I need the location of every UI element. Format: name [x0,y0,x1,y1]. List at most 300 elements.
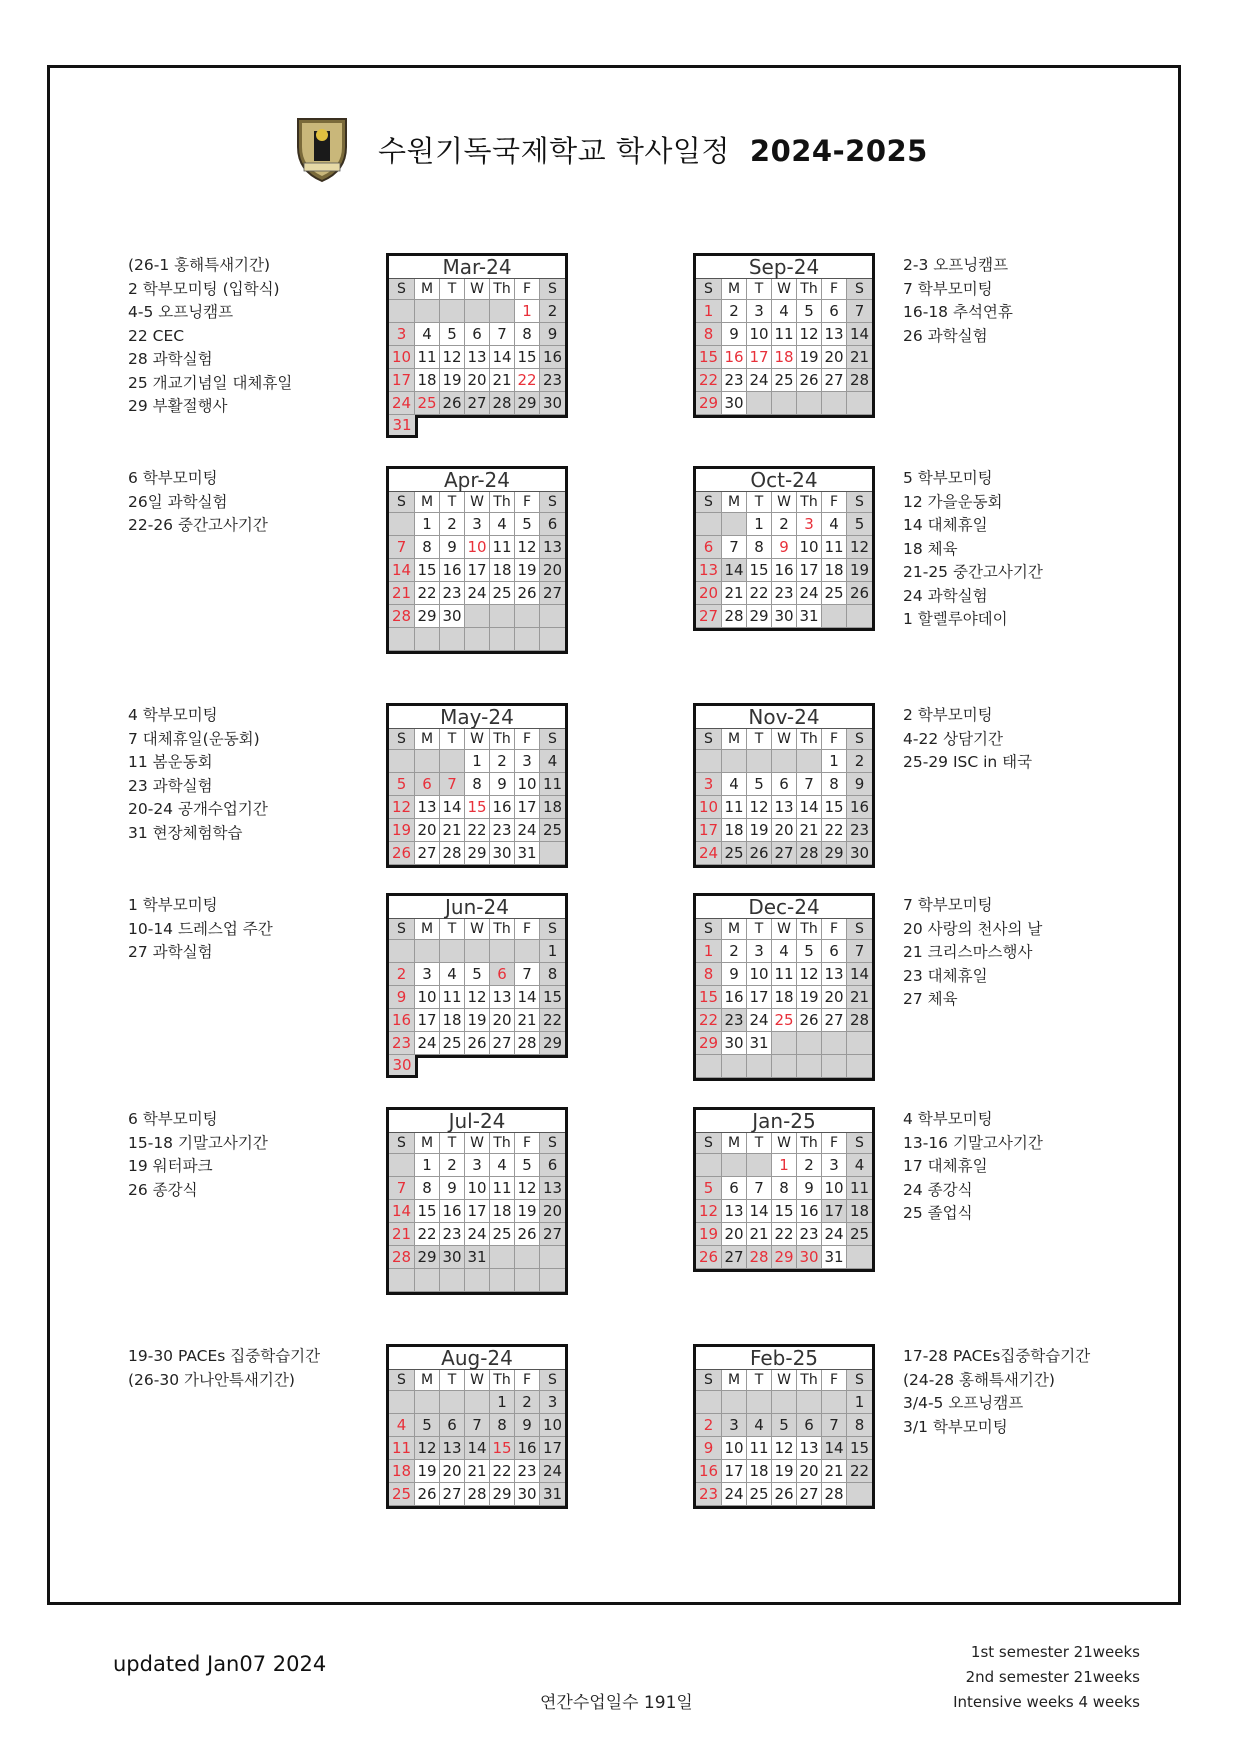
week-row [696,1483,872,1506]
day-cell: 28 [722,605,747,628]
empty-day-cell [515,1269,540,1292]
note-item: 2-3 오프닝캠프 [903,256,1009,274]
day-cell: 22 [747,582,772,605]
empty-day-cell [415,628,440,651]
week-row [389,323,565,346]
empty-day-cell [797,750,822,773]
empty-day-cell [847,1055,872,1078]
day-cell: 7 [822,1414,847,1437]
week-row [696,1200,872,1223]
weekday-label: Th [490,1133,515,1154]
day-cell: 3 [415,963,440,986]
day-cell: 26 [440,392,465,415]
week-row [696,819,872,842]
empty-day-cell [722,1154,747,1177]
week-row [696,300,872,323]
week-row [389,582,565,605]
note-item: 20 사랑의 천사의 날 [903,919,1043,938]
day-cell: 21 [515,1009,540,1032]
day-cell: 31 [389,415,415,435]
day-cell: 30 [847,842,872,865]
weekday-label: Th [490,919,515,940]
day-cell: 6 [490,963,515,986]
weekday-label: T [440,729,465,750]
weekday-header-row [696,492,872,513]
note-item: (26-1 홍해특새기간) [128,256,271,274]
day-cell: 20 [797,1460,822,1483]
day-cell: 28 [490,392,515,415]
day-cell: 18 [772,986,797,1009]
week-row [389,392,565,415]
weekday-label: M [415,1133,440,1154]
day-cell: 14 [465,1437,490,1460]
note-item: 6 학부모미팅 [128,469,218,487]
day-cell: 13 [696,559,722,582]
calendar-sep-24 [693,253,875,418]
empty-day-cell [465,940,490,963]
weekday-label: M [415,279,440,300]
week-row [389,346,565,369]
day-cell: 12 [847,536,872,559]
day-cell: 22 [822,819,847,842]
calendar-overflow-day [386,1055,418,1078]
empty-day-cell [515,605,540,628]
day-cell: 8 [515,323,540,346]
week-row [696,605,872,628]
empty-day-cell [722,1391,747,1414]
day-cell: 31 [515,842,540,865]
weekday-label: S [540,1133,565,1154]
day-cell: 23 [696,1483,722,1506]
empty-day-cell [847,392,872,415]
day-cell: 27 [540,582,565,605]
weekday-header-row [389,919,565,940]
page-title [378,129,928,170]
weekday-label: Th [797,919,822,940]
empty-day-cell [490,1269,515,1292]
day-cell: 4 [440,963,465,986]
day-cell: 11 [415,346,440,369]
empty-day-cell [847,1483,872,1506]
day-cell: 16 [389,1009,415,1032]
calendar-month-title: Dec-24 [696,896,872,919]
day-cell: 20 [465,369,490,392]
day-cell: 16 [847,796,872,819]
day-cell: 25 [415,392,440,415]
day-cell: 27 [465,392,490,415]
day-cell: 6 [772,773,797,796]
day-cell: 20 [822,346,847,369]
day-cell: 13 [540,1177,565,1200]
weekday-header-row [389,1370,565,1391]
day-cell: 10 [465,1177,490,1200]
day-cell: 1 [515,300,540,323]
day-cell: 11 [389,1437,415,1460]
weekday-label: T [440,919,465,940]
day-cell: 18 [747,1460,772,1483]
calendar-notes-sep-24 [903,254,1013,348]
calendar-overflow-day [386,415,418,438]
week-row [696,1414,872,1437]
day-cell: 8 [415,536,440,559]
day-cell: 2 [847,750,872,773]
calendar-nov-24 [693,703,875,868]
weekday-label: S [389,279,415,300]
day-cell: 25 [772,1009,797,1032]
day-cell: 15 [772,1200,797,1223]
week-row [389,1391,565,1414]
week-row [389,1177,565,1200]
day-cell: 10 [822,1177,847,1200]
day-cell: 25 [822,582,847,605]
day-cell: 22 [772,1223,797,1246]
week-row [389,513,565,536]
day-cell: 28 [440,842,465,865]
day-cell: 26 [696,1246,722,1269]
note-item: 7 학부모미팅 [903,896,993,914]
empty-day-cell [490,300,515,323]
day-cell: 2 [515,1391,540,1414]
day-cell: 14 [822,1437,847,1460]
weekday-label: T [440,1370,465,1391]
day-cell: 30 [540,392,565,415]
empty-day-cell [847,1246,872,1269]
weekday-label: S [847,279,872,300]
weekday-label: T [747,729,772,750]
note-item: 27 체육 [903,990,958,1008]
day-cell: 19 [389,819,415,842]
day-cell: 12 [696,1200,722,1223]
day-cell: 29 [696,392,722,415]
day-cell: 25 [389,1483,415,1506]
week-row [696,940,872,963]
empty-day-cell [415,750,440,773]
day-cell: 24 [515,819,540,842]
day-cell: 4 [847,1154,872,1177]
calendar-month-title: Nov-24 [696,706,872,729]
day-cell: 16 [722,986,747,1009]
empty-day-cell [822,1055,847,1078]
day-cell: 7 [747,1177,772,1200]
day-cell: 22 [515,369,540,392]
day-cell: 1 [822,750,847,773]
week-row [696,1223,872,1246]
weekday-label: T [747,919,772,940]
calendar-mar-24 [386,253,568,418]
calendar-jun-24 [386,893,568,1058]
week-row [696,559,872,582]
day-cell: 7 [847,940,872,963]
day-cell: 4 [490,1154,515,1177]
day-cell: 5 [515,513,540,536]
note-item: 7 대체휴일(운동회) [128,729,260,748]
empty-day-cell [389,1154,415,1177]
empty-day-cell [515,940,540,963]
day-cell: 8 [540,963,565,986]
day-cell: 14 [722,559,747,582]
day-cell: 15 [822,796,847,819]
day-cell: 4 [822,513,847,536]
day-cell: 5 [747,773,772,796]
note-item: 19-30 PACEs 집중학습기간 [128,1347,321,1365]
day-cell: 15 [540,986,565,1009]
weekday-label: S [847,1133,872,1154]
week-row [389,1154,565,1177]
day-cell: 14 [440,796,465,819]
note-item: 28 과학실험 [128,350,213,368]
empty-day-cell [515,628,540,651]
day-cell: 6 [540,1154,565,1177]
weekday-label: T [747,1133,772,1154]
day-cell: 5 [415,1414,440,1437]
day-cell: 11 [440,986,465,1009]
day-cell: 16 [772,559,797,582]
day-cell: 28 [515,1032,540,1055]
weekday-label: S [389,1133,415,1154]
day-cell: 31 [465,1246,490,1269]
weekday-label: F [515,729,540,750]
note-item: 26일 과학실험 [128,492,228,511]
day-cell: 18 [722,819,747,842]
week-row [696,1437,872,1460]
week-row [389,940,565,963]
weekday-label: T [747,1370,772,1391]
day-cell: 4 [389,1414,415,1437]
annual-school-days: 연간수업일수 191일 [540,1693,693,1713]
note-item: 21 크리스마스행사 [903,943,1033,961]
weekday-label: S [540,279,565,300]
empty-day-cell [722,513,747,536]
day-cell: 9 [515,1414,540,1437]
weekday-label: W [772,492,797,513]
weekday-header-row [696,1370,872,1391]
day-cell: 22 [415,1223,440,1246]
day-cell: 25 [440,1032,465,1055]
day-cell: 28 [847,1009,872,1032]
day-cell: 20 [415,819,440,842]
day-cell: 8 [490,1414,515,1437]
weekday-label: S [540,492,565,513]
day-cell: 19 [515,559,540,582]
day-cell: 29 [465,842,490,865]
day-cell: 10 [540,1414,565,1437]
day-cell: 17 [389,369,415,392]
week-row [696,392,872,415]
day-cell: 8 [696,323,722,346]
day-cell: 25 [722,842,747,865]
day-cell: 25 [540,819,565,842]
note-item: 6 학부모미팅 [128,1110,218,1128]
day-cell: 21 [822,1460,847,1483]
day-cell: 4 [747,1414,772,1437]
week-row [696,1032,872,1055]
weekday-label: M [722,279,747,300]
day-cell: 15 [696,346,722,369]
weekday-label: S [389,1370,415,1391]
day-cell: 24 [540,1460,565,1483]
note-item: 21-25 중간고사기간 [903,563,1043,581]
weekday-label: W [465,1370,490,1391]
weekday-header-row [696,919,872,940]
day-cell: 17 [822,1200,847,1223]
day-cell: 29 [415,605,440,628]
day-cell: 1 [696,940,722,963]
empty-day-cell [772,1055,797,1078]
day-cell: 1 [415,513,440,536]
day-cell: 26 [515,582,540,605]
day-cell: 15 [465,796,490,819]
day-cell: 14 [847,963,872,986]
empty-day-cell [696,1391,722,1414]
day-cell: 1 [465,750,490,773]
calendar-notes-jul-24 [128,1108,268,1202]
empty-day-cell [772,750,797,773]
note-item: 4-22 상담기간 [903,729,1003,748]
day-cell: 12 [465,986,490,1009]
week-row [696,323,872,346]
day-cell: 22 [847,1460,872,1483]
day-cell: 16 [515,1437,540,1460]
day-cell: 17 [696,819,722,842]
day-cell: 31 [540,1483,565,1506]
day-cell: 7 [797,773,822,796]
day-cell: 17 [540,1437,565,1460]
week-row [389,842,565,865]
day-cell: 16 [540,346,565,369]
note-item: 7 학부모미팅 [903,279,993,298]
day-cell: 6 [465,323,490,346]
calendar-notes-oct-24 [903,467,1043,632]
day-cell: 13 [797,1437,822,1460]
day-cell: 17 [747,986,772,1009]
weekday-label: W [465,279,490,300]
semester-1: 1st semester 21weeks [970,1643,1140,1661]
weekday-label: S [389,919,415,940]
day-cell: 27 [490,1032,515,1055]
day-cell: 22 [696,1009,722,1032]
day-cell: 9 [797,1177,822,1200]
day-cell: 20 [540,559,565,582]
day-cell: 28 [797,842,822,865]
note-item: 24 종강식 [903,1180,973,1199]
empty-day-cell [490,628,515,651]
day-cell: 16 [440,1200,465,1223]
day-cell: 26 [772,1483,797,1506]
note-item: 1 학부모미팅 [128,896,218,914]
day-cell: 9 [722,323,747,346]
day-cell: 6 [797,1414,822,1437]
note-item: 17-28 PACEs집중학습기간 [903,1347,1091,1365]
note-item: 27 과학실험 [128,943,213,961]
note-item: 2 학부모미팅 [903,706,993,724]
day-cell: 12 [797,963,822,986]
weekday-label: Th [797,729,822,750]
day-cell: 8 [847,1414,872,1437]
empty-day-cell [540,628,565,651]
empty-day-cell [490,940,515,963]
note-item: 2 학부모미팅 (입학식) [128,279,280,298]
empty-day-cell [696,750,722,773]
weekday-label: S [389,729,415,750]
empty-day-cell [440,1391,465,1414]
day-cell: 2 [722,940,747,963]
week-row [696,1009,872,1032]
calendar-month-title: Jun-24 [389,896,565,919]
day-cell: 9 [847,773,872,796]
week-row [389,1460,565,1483]
day-cell: 21 [465,1460,490,1483]
note-item: 25-29 ISC in 태국 [903,753,1033,771]
day-cell: 31 [747,1032,772,1055]
day-cell: 31 [797,605,822,628]
week-row [389,300,565,323]
weekday-header-row [389,279,565,300]
calendar-notes-aug-24 [128,1345,320,1392]
day-cell: 14 [515,986,540,1009]
day-cell: 13 [440,1437,465,1460]
note-item: 3/1 학부모미팅 [903,1417,1008,1436]
day-cell: 5 [515,1154,540,1177]
day-cell: 8 [822,773,847,796]
empty-day-cell [490,605,515,628]
day-cell: 24 [415,1032,440,1055]
day-cell: 6 [540,513,565,536]
empty-day-cell [540,1269,565,1292]
day-cell: 1 [540,940,565,963]
day-cell: 30 [722,392,747,415]
day-cell: 30 [722,1032,747,1055]
empty-day-cell [747,392,772,415]
day-cell: 9 [772,536,797,559]
empty-day-cell [747,1391,772,1414]
day-cell: 25 [490,1223,515,1246]
intensive-weeks: Intensive weeks 4 weeks [953,1693,1140,1711]
day-cell: 19 [847,559,872,582]
day-cell: 7 [465,1414,490,1437]
note-item: 25 졸업식 [903,1204,973,1222]
week-row [389,1414,565,1437]
empty-day-cell [822,392,847,415]
day-cell: 18 [415,369,440,392]
calendar-jan-25 [693,1107,875,1272]
calendar-notes-dec-24 [903,894,1042,1012]
day-cell: 26 [465,1032,490,1055]
day-cell: 9 [540,323,565,346]
day-cell: 11 [722,796,747,819]
day-cell: 25 [847,1223,872,1246]
empty-day-cell [440,750,465,773]
day-cell: 19 [465,1009,490,1032]
day-cell: 9 [389,986,415,1009]
empty-day-cell [722,750,747,773]
day-cell: 11 [772,963,797,986]
day-cell: 13 [490,986,515,1009]
calendar-month-title: Apr-24 [389,469,565,492]
day-cell: 22 [490,1460,515,1483]
empty-day-cell [772,1391,797,1414]
day-cell: 2 [772,513,797,536]
day-cell: 3 [465,1154,490,1177]
day-cell: 2 [722,300,747,323]
week-row [389,986,565,1009]
day-cell: 27 [797,1483,822,1506]
calendar-month-title: Aug-24 [389,1347,565,1370]
empty-day-cell [440,628,465,651]
weekday-label: Th [490,729,515,750]
day-cell: 13 [722,1200,747,1223]
calendar-jul-24 [386,1107,568,1295]
day-cell: 8 [696,963,722,986]
